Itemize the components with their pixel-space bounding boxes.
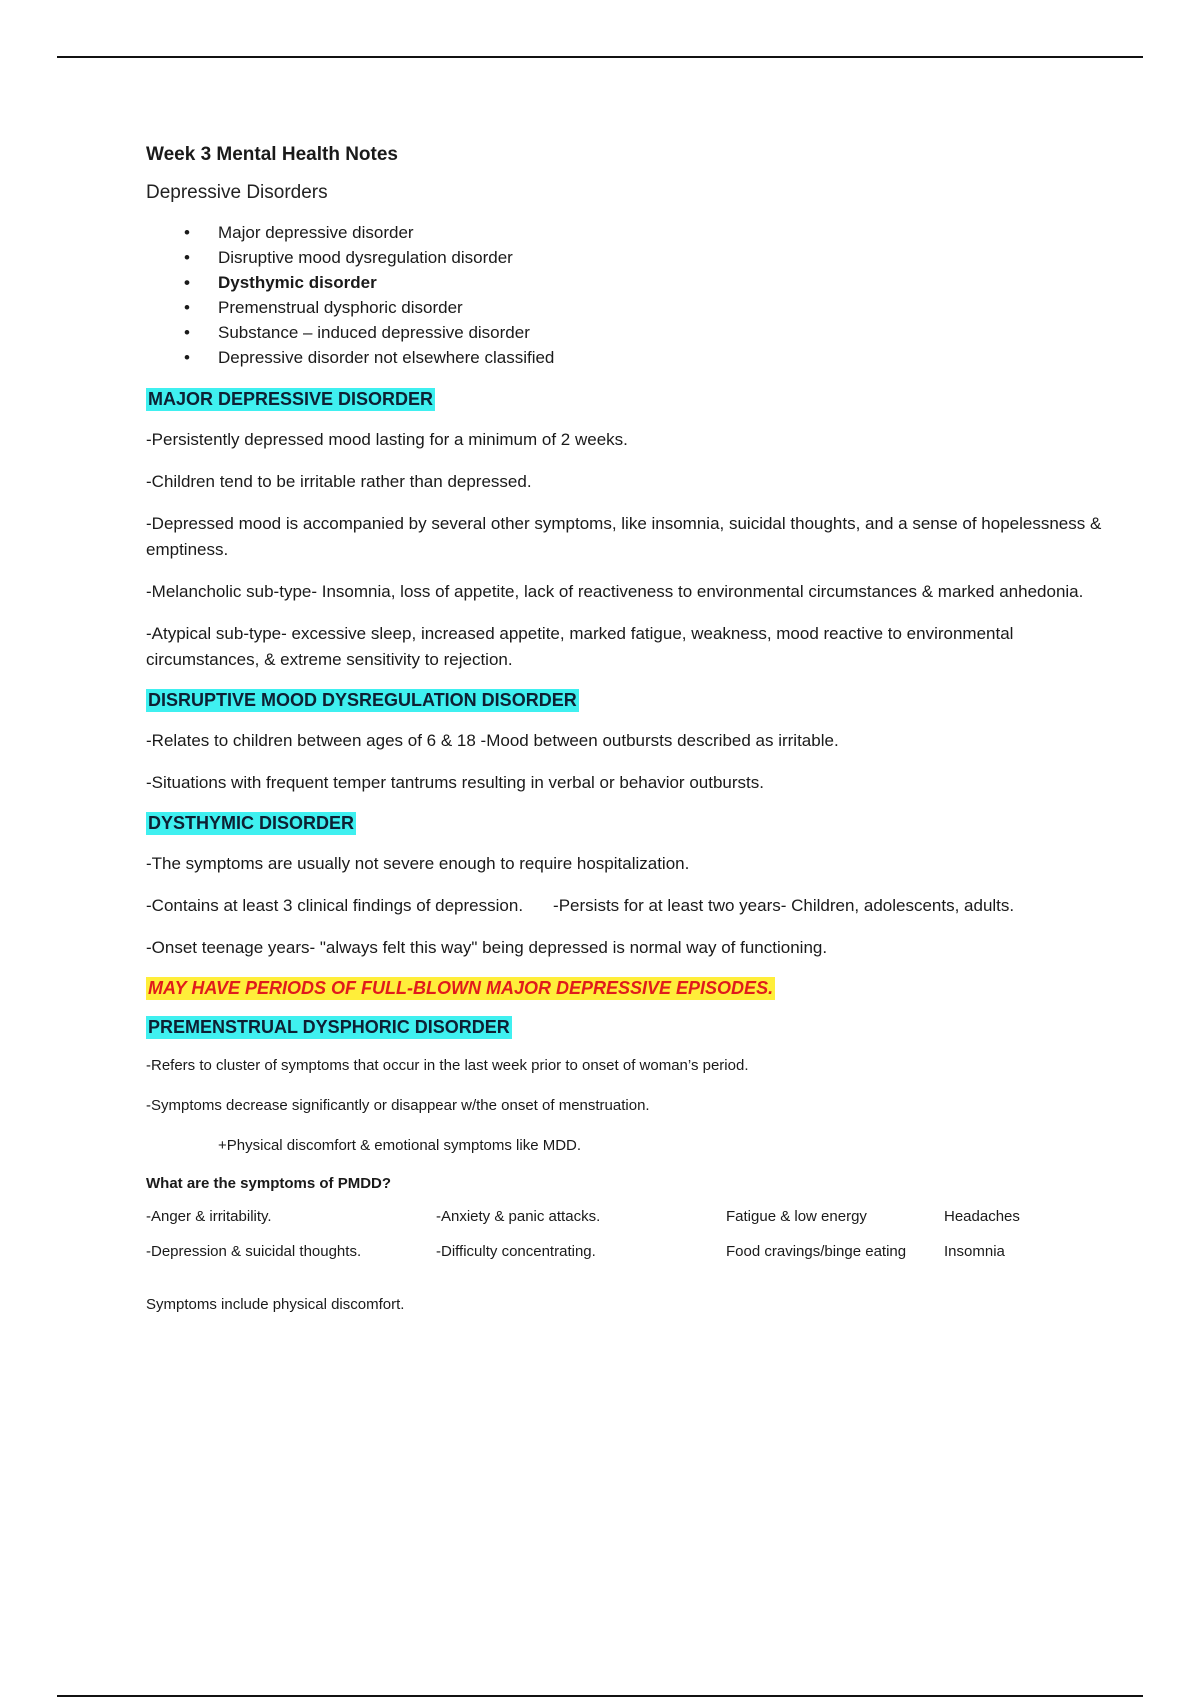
section-heading-pmdd: PREMENSTRUAL DYSPHORIC DISORDER	[148, 1017, 510, 1037]
bullet-icon: •	[184, 298, 190, 317]
table-cell: -Anxiety & panic attacks.	[436, 1208, 601, 1225]
table-cell: -Difficulty concentrating.	[436, 1243, 596, 1260]
top-rule	[57, 56, 1143, 58]
section-dysthymic	[146, 812, 1106, 1016]
table-row	[146, 1243, 1020, 1278]
list-item	[184, 295, 1106, 320]
bullet-icon: •	[184, 348, 190, 367]
list-item-text: Depressive disorder not elsewhere classified	[218, 348, 555, 367]
paragraph: -Relates to children between ages of 6 & 18 -Mood between outbursts described as irritable.	[146, 731, 839, 750]
paragraph-indented: +Physical discomfort & emotional symptoms like MDD.	[218, 1137, 582, 1154]
paragraph: -Depressed mood is accompanied by several other symptoms, like insomnia, suicidal thoughts, and a sense of hopelessness & emptiness.	[146, 514, 1102, 559]
symptoms-question: What are the symptoms of PMDD?	[146, 1175, 392, 1192]
list-item-text: Disruptive mood dysregulation disorder	[218, 248, 513, 267]
paragraph: -Persistently depressed mood lasting for a minimum of 2 weeks.	[146, 430, 628, 449]
paragraph: -Situations with frequent temper tantrums resulting in verbal or behavior outbursts.	[146, 773, 764, 792]
section-heading-dysthymic: DYSTHYMIC DISORDER	[148, 813, 355, 833]
list-item	[184, 320, 1106, 345]
section-dmdd	[146, 689, 1106, 796]
list-item-text: Premenstrual dysphoric disorder	[218, 298, 463, 317]
paragraph-fragment: -Persists for at least two years- Children, adolescents, adults.	[553, 896, 1015, 915]
bullet-icon: •	[184, 323, 190, 342]
list-item-text: Major depressive disorder	[218, 223, 414, 242]
paragraph: -Atypical sub-type- excessive sleep, increased appetite, marked fatigue, weakness, mood reactive to environmental circumstances, & extreme sensitivity to rejection.	[146, 624, 1014, 669]
table-cell: Food cravings/binge eating	[726, 1243, 907, 1260]
bullet-icon: •	[184, 248, 190, 267]
bullet-icon: •	[184, 223, 190, 242]
list-item	[184, 270, 1106, 295]
list-item-text: Dysthymic disorder	[218, 273, 377, 292]
table-cell: Headaches	[944, 1208, 1020, 1225]
list-item	[184, 345, 1106, 370]
list-item	[184, 245, 1106, 270]
table-cell: Fatigue & low energy	[726, 1208, 867, 1225]
paragraph: -The symptoms are usually not severe enough to require hospitalization.	[146, 854, 690, 873]
paragraph: -Onset teenage years- "always felt this way" being depressed is normal way of functioning.	[146, 938, 828, 957]
paragraph: -Refers to cluster of symptoms that occur in the last week prior to onset of woman’s period.	[146, 1057, 749, 1074]
table-row	[146, 1208, 1020, 1243]
bottom-rule	[57, 1695, 1143, 1697]
list-item	[184, 220, 1106, 245]
list-item-text: Substance – induced depressive disorder	[218, 323, 530, 342]
section-heading-mdd: MAJOR DEPRESSIVE DISORDER	[148, 389, 434, 409]
paragraph: -Melancholic sub-type- Insomnia, loss of appetite, lack of reactiveness to environmental circumstances & marked anhedonia.	[146, 582, 1084, 601]
document-title: Week 3 Mental Health Notes	[146, 144, 399, 165]
paragraph: -Children tend to be irritable rather than depressed.	[146, 472, 532, 491]
section-pmdd	[146, 1016, 1106, 1316]
document-body	[146, 144, 1106, 1334]
paragraph-fragment: -Contains at least 3 clinical findings of depression.	[146, 896, 524, 915]
symptoms-table	[146, 1208, 1020, 1278]
table-cell: Insomnia	[944, 1243, 1005, 1260]
symptoms-footer: Symptoms include physical discomfort.	[146, 1296, 405, 1313]
paragraph-row	[146, 893, 1106, 919]
table-cell: -Depression & suicidal thoughts.	[146, 1243, 362, 1260]
paragraph: -Symptoms decrease significantly or disappear w/the onset of menstruation.	[146, 1097, 650, 1114]
section-heading-dmdd: DISRUPTIVE MOOD DYSREGULATION DISORDER	[148, 690, 577, 710]
bullet-icon: •	[184, 273, 190, 292]
disorder-list	[146, 220, 1106, 370]
section-mdd	[146, 388, 1106, 673]
warning-callout: MAY HAVE PERIODS OF FULL-BLOWN MAJOR DEPRESSIVE EPISODES.	[148, 978, 774, 998]
table-cell: -Anger & irritability.	[146, 1208, 272, 1225]
subheading-depressive-disorders: Depressive Disorders	[146, 182, 328, 203]
